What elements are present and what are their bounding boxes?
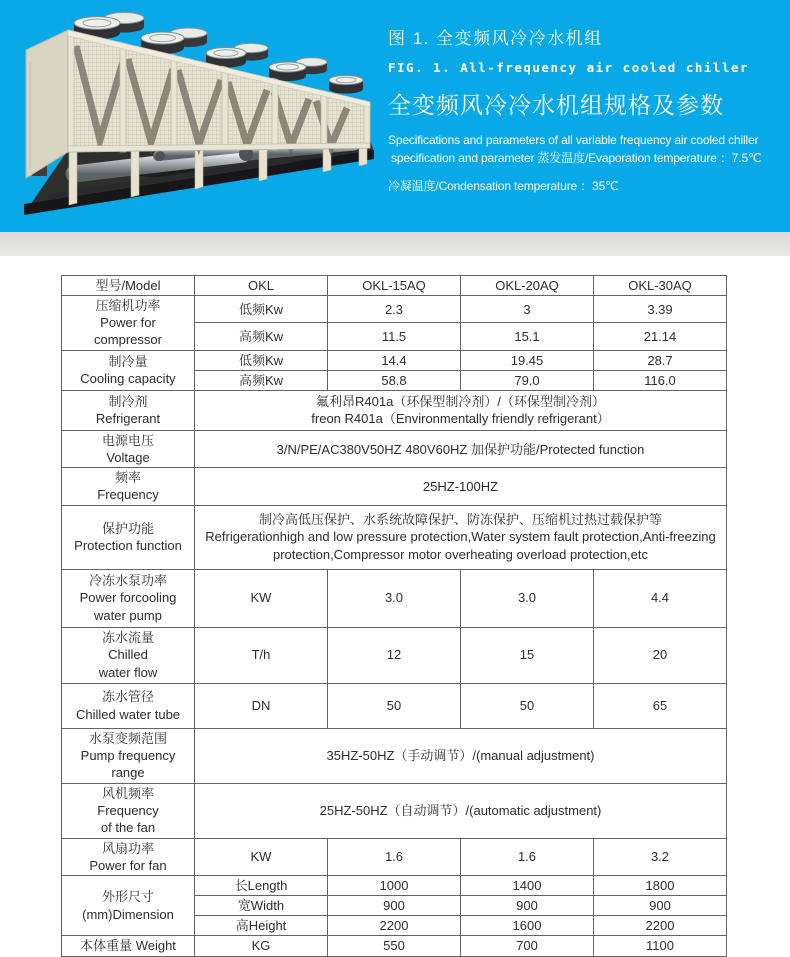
table-cell: 2200: [328, 916, 461, 936]
table-row: [62, 276, 727, 296]
table-cell: 3.0: [328, 569, 461, 627]
table-cell: 65: [594, 683, 727, 728]
table-row: [62, 296, 727, 323]
condensation-temp-line: 冷凝温度/Condensation temperature ：35℃: [388, 179, 619, 193]
row-label: 本体重量 Weight: [62, 936, 195, 956]
chiller-product-photo: [8, 2, 386, 228]
table-row: [62, 875, 727, 895]
table-cell: 19.45: [461, 350, 594, 370]
table-row: [62, 728, 727, 783]
table-cell: 氟利昂R401a（环保型制冷剂）/（环保型制冷剂） freon R401a（Environmentally friendly refrigerant）: [195, 390, 727, 430]
table-cell: 20: [594, 627, 727, 683]
hero-text-block: [388, 24, 788, 195]
table-cell: 900: [328, 896, 461, 916]
table-cell: 21.14: [594, 323, 727, 350]
unit-cell: DN: [195, 683, 328, 728]
table-cell: 28.7: [594, 350, 727, 370]
table-cell: 15: [461, 627, 594, 683]
spec-table-body: [62, 276, 727, 957]
column-header: OKL-30AQ: [594, 276, 727, 296]
row-label: 频率 Frequency: [62, 468, 195, 505]
table-row: [62, 468, 727, 505]
row-label: 冻水流量 Chilled water flow: [62, 627, 195, 683]
unit-cell: 长Length: [195, 875, 328, 895]
figure-caption-en: FIG. 1. All-frequency air cooled chiller: [388, 60, 750, 75]
unit-cell: 低频Kw: [195, 296, 328, 323]
table-row: [62, 627, 727, 683]
column-header: OKL-15AQ: [328, 276, 461, 296]
table-cell: 1.6: [461, 838, 594, 875]
table-cell: 12: [328, 627, 461, 683]
table-cell: 25HZ-50HZ（自动调节）/(automatic adjustment): [195, 783, 727, 838]
row-label: 制冷剂 Refrigerant: [62, 390, 195, 430]
spec-table-wrap: [61, 275, 790, 957]
unit-cell: T/h: [195, 627, 328, 683]
unit-cell: 高频Kw: [195, 370, 328, 390]
table-cell: 550: [328, 936, 461, 956]
unit-cell: KW: [195, 838, 328, 875]
spec-description-line1: Specifications and parameters of all variable frequency air cooled chiller: [388, 133, 759, 147]
row-label: 冻水管径 Chilled water tube: [62, 683, 195, 728]
spec-description-line2: specification and parameter 蒸发温度/Evaporation temperature ：7.5℃: [391, 151, 762, 165]
table-cell: 1400: [461, 875, 594, 895]
table-cell: 14.4: [328, 350, 461, 370]
table-cell: 4.4: [594, 569, 727, 627]
row-label: 风扇功率 Power for fan: [62, 838, 195, 875]
unit-cell: 宽Width: [195, 896, 328, 916]
table-cell: 900: [594, 896, 727, 916]
unit-cell: KG: [195, 936, 328, 956]
figure-caption-zh: 图 1. 全变频风冷冷水机组: [388, 29, 603, 48]
table-cell: 2200: [594, 916, 727, 936]
unit-cell: 低频Kw: [195, 350, 328, 370]
spec-table: [61, 275, 727, 957]
unit-cell: KW: [195, 569, 328, 627]
table-cell: 1100: [594, 936, 727, 956]
column-header: 型号/Model: [62, 276, 195, 296]
table-cell: 50: [461, 683, 594, 728]
table-row: [62, 430, 727, 467]
table-cell: 58.8: [328, 370, 461, 390]
row-label: 压缩机功率 Power for compressor: [62, 296, 195, 350]
table-row: [62, 683, 727, 728]
column-header: OKL-20AQ: [461, 276, 594, 296]
table-row: [62, 569, 727, 627]
table-cell: 3.0: [461, 569, 594, 627]
table-cell: 15.1: [461, 323, 594, 350]
table-cell: 700: [461, 936, 594, 956]
table-cell: 3: [461, 296, 594, 323]
table-row: [62, 350, 727, 370]
table-cell: 3/N/PE/AC380V50HZ 480V60HZ 加保护功能/Protected function: [195, 430, 727, 467]
table-cell: 116.0: [594, 370, 727, 390]
unit-cell: 高频Kw: [195, 323, 328, 350]
table-cell: 1600: [461, 916, 594, 936]
table-cell: 制冷高低压保护、水系统故障保护、防冻保护、压缩机过热过载保护等 Refrigerationhigh and low pressure protection,Water system fault protection,Anti-freezing protection,Compressor motor overheating overload protection,etc: [195, 505, 727, 569]
column-header: OKL: [195, 276, 328, 296]
row-label: 制冷量 Cooling capacity: [62, 350, 195, 390]
table-row: [62, 838, 727, 875]
table-cell: 1.6: [328, 838, 461, 875]
table-cell: 900: [461, 896, 594, 916]
table-cell: 3.39: [594, 296, 727, 323]
divider-band: [0, 232, 790, 256]
row-label: 保护功能 Protection function: [62, 505, 195, 569]
hero-section: [0, 0, 790, 232]
table-row: [62, 390, 727, 430]
table-cell: 79.0: [461, 370, 594, 390]
table-cell: 25HZ-100HZ: [195, 468, 727, 505]
row-label: 外形尺寸 (mm)Dimension: [62, 875, 195, 935]
row-label: 冷冻水泵功率 Power forcooling water pump: [62, 569, 195, 627]
table-cell: 3.2: [594, 838, 727, 875]
table-cell: 50: [328, 683, 461, 728]
table-cell: 11.5: [328, 323, 461, 350]
table-cell: 1800: [594, 875, 727, 895]
table-cell: 1000: [328, 875, 461, 895]
page-title: 全变频风冷冷水机组规格及参数: [388, 92, 724, 118]
unit-cell: 高Height: [195, 916, 328, 936]
table-cell: 35HZ-50HZ（手动调节）/(manual adjustment): [195, 728, 727, 783]
table-row: [62, 505, 727, 569]
row-label: 电源电压 Voltage: [62, 430, 195, 467]
row-label: 水泵变频范围 Pump frequency range: [62, 728, 195, 783]
table-row: [62, 936, 727, 956]
row-label: 风机频率 Frequency of the fan: [62, 783, 195, 838]
table-cell: 2.3: [328, 296, 461, 323]
table-row: [62, 783, 727, 838]
